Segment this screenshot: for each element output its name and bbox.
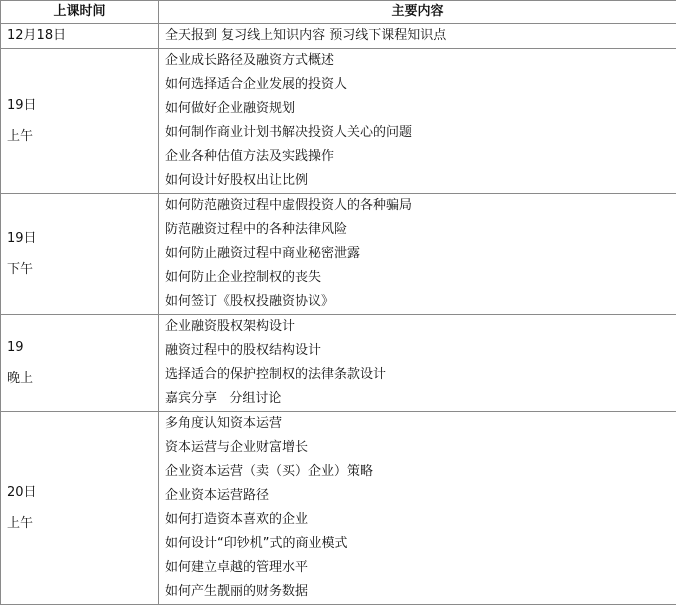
topic-item: 全天报到 复习线上知识内容 预习线下课程知识点	[165, 28, 447, 43]
session-time-line: 下午	[7, 262, 34, 277]
topic-item: 如何产生靓丽的财务数据	[165, 584, 309, 599]
topic-item: 嘉宾分享 分组讨论	[165, 391, 282, 406]
topic-item: 如何设计“印钞机”式的商业模式	[165, 536, 348, 551]
topic-item: 如何制作商业计划书解决投资人关心的问题	[165, 125, 413, 140]
topic-item: 选择适合的保护控制权的法律条款设计	[165, 367, 387, 382]
topic-item: 如何建立卓越的管理水平	[165, 560, 309, 575]
session-time-line: 19	[7, 340, 24, 355]
topic-item: 如何选择适合企业发展的投资人	[165, 77, 348, 92]
session-content	[159, 49, 676, 194]
topic-item: 如何防止企业控制权的丧失	[165, 270, 322, 285]
session-time	[1, 412, 159, 605]
topic-item: 如何设计好股权出让比例	[165, 173, 309, 188]
session-time	[1, 315, 159, 412]
session-time-line: 上午	[7, 129, 34, 144]
topic-item: 如何防范融资过程中虚假投资人的各种骗局	[165, 198, 413, 213]
topic-item: 多角度认知资本运营	[165, 416, 283, 431]
topic-item: 企业各种估值方法及实践操作	[165, 149, 335, 164]
session-time-line: 19日	[7, 231, 37, 246]
header-content: 主要内容	[159, 1, 676, 24]
session-time	[1, 194, 159, 315]
topic-item: 企业资本运营路径	[165, 488, 270, 503]
session-time	[1, 49, 159, 194]
topic-item: 企业资本运营（卖（买）企业）策略	[165, 464, 374, 479]
topic-item: 防范融资过程中的各种法律风险	[165, 222, 348, 237]
session-content	[159, 24, 676, 49]
session-time-line: 12月18日	[7, 28, 67, 43]
session-time-line: 晚上	[7, 371, 34, 386]
table-row	[1, 412, 676, 605]
topic-item: 企业融资股权架构设计	[165, 319, 296, 334]
session-time-line: 19日	[7, 98, 37, 113]
topic-item: 企业成长路径及融资方式概述	[165, 53, 335, 68]
topic-item: 资本运营与企业财富增长	[165, 440, 309, 455]
session-content	[159, 194, 676, 315]
session-content	[159, 412, 676, 605]
session-content	[159, 315, 676, 412]
topic-item: 如何做好企业融资规划	[165, 101, 296, 116]
session-time	[1, 24, 159, 49]
topic-item: 如何防止融资过程中商业秘密泄露	[165, 246, 361, 261]
session-time-line: 上午	[7, 516, 34, 531]
table-row	[1, 194, 676, 315]
header-time: 上课时间	[1, 1, 159, 24]
table-row	[1, 24, 676, 49]
table-row	[1, 49, 676, 194]
table-row	[1, 315, 676, 412]
topic-item: 如何打造资本喜欢的企业	[165, 512, 309, 527]
topic-item: 融资过程中的股权结构设计	[165, 343, 322, 358]
topic-item: 如何签订《股权投融资协议》	[165, 294, 335, 309]
header-row	[1, 1, 676, 24]
session-time-line: 20日	[7, 485, 37, 500]
